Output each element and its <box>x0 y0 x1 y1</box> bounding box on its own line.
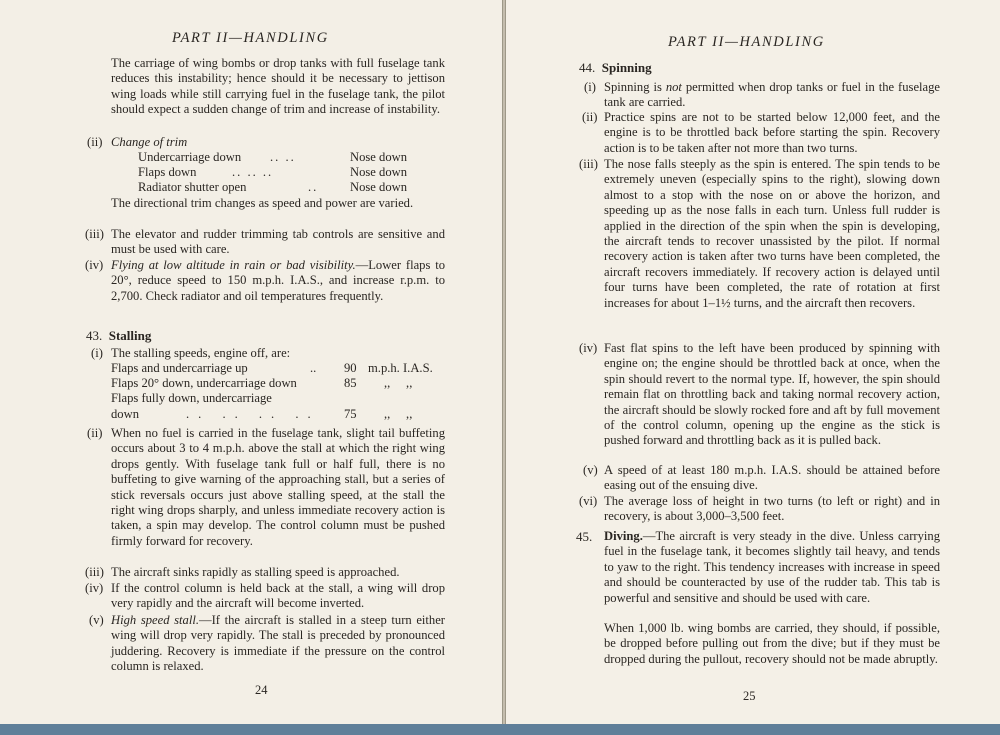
section-43-title: Stalling <box>108 328 152 343</box>
s44-v-label: (v) <box>583 463 598 477</box>
s43-iii-label: (iii) <box>85 565 104 579</box>
right-running-header: PART II—HANDLING <box>668 34 825 50</box>
stall-row-dots: .. <box>310 361 317 375</box>
stall-row-speed: 75 <box>344 407 357 421</box>
s44-i-text-b: permitted when drop tanks or fuel in the fuselage tank are carried. <box>604 80 941 110</box>
s44-i-paragraph <box>604 80 940 111</box>
item-iv-paragraph <box>111 258 445 304</box>
item-iv-label: (iv) <box>85 258 104 272</box>
s44-vi-text: The average loss of height in two turns (to left or right) and in recovery, is about 3,000–3,500 feet. <box>604 494 940 524</box>
s44-v-text: A speed of at least 180 m.p.h. I.A.S. should be attained before easing out of the ensuing dive. <box>604 463 940 493</box>
s43-i-label: (i) <box>91 346 103 360</box>
s44-i-text-a: Spinning is <box>604 80 666 94</box>
left-page-number: 24 <box>255 683 268 697</box>
s44-vi-label: (vi) <box>579 494 598 508</box>
s44-iv-text: Fast flat spins to the left have been produced by spinning with engine on; the engine should be throttled back at once, when the spin should revert to the normal type. If, however, the spin should remain flat on throttling back and taking normal recovery action, the aircraft should be slowly rocked fore and aft by full movement of the control column, opening up the engine as the stick is pushed forward and throttling back as it is pulled back. <box>604 341 940 448</box>
s43-v-title: High speed stall. <box>111 613 199 627</box>
s44-iii-label: (iii) <box>579 157 598 171</box>
right-page <box>506 0 1000 724</box>
s43-v-paragraph <box>111 613 445 675</box>
item-iii-label: (iii) <box>85 227 104 241</box>
trim-row-effect: Nose down <box>350 165 408 179</box>
left-page <box>0 0 503 724</box>
trim-row-dots: .. <box>308 180 319 194</box>
trim-row-effect: Nose down <box>350 180 408 194</box>
stall-row-condition: down <box>111 407 139 421</box>
item-iv-title: Flying at low altitude in rain or bad visibility. <box>111 258 356 272</box>
s43-i-intro: The stalling speeds, engine off, are: <box>111 346 291 360</box>
stall-row-speed: 90 <box>344 361 357 375</box>
intro-paragraph: The carriage of wing bombs or drop tanks with full fuselage tank reduces this instability; hence should it be necessary to jettison wing loads while still carrying fuel in the fuselage tank, the pilot should expect a sudden change of trim and increase of instability. <box>111 56 445 117</box>
s43-iv-text: If the control column is held back at the stall, a wing will drop very rapidly and the aircraft will become inverted. <box>111 581 445 611</box>
item-ii-label: (ii) <box>87 135 103 149</box>
trim-row-item: Radiator shutter open <box>138 180 247 194</box>
s45-paragraph-2: When 1,000 lb. wing bombs are carried, they should, if possible, be dropped before pulling out from the dive; but if they must be dropped during the pullout, recovery should not be made abruptly. <box>604 621 940 666</box>
s43-v-label: (v) <box>89 613 104 627</box>
section-44-number: 44. <box>579 60 596 75</box>
s43-iv-label: (iv) <box>85 581 104 595</box>
section-45-title: Diving. <box>604 529 643 543</box>
section-44-title: Spinning <box>601 60 652 75</box>
stall-row-unit: ,, ,, <box>384 376 413 390</box>
s44-ii-text: Practice spins are not to be started below 12,000 feet, and the engine is to be throttled back before starting the spin. Recovery action is to be taken after not more than two turns. <box>604 110 940 155</box>
stall-row-condition: Flaps fully down, undercarriage <box>111 391 272 405</box>
s44-ii-label: (ii) <box>582 110 598 124</box>
trim-row-item: Flaps down <box>138 165 197 179</box>
trim-row-dots: .. .. <box>270 150 296 164</box>
s43-ii-label: (ii) <box>87 426 103 440</box>
s43-ii-text: When no fuel is carried in the fuselage tank, slight tail buffeting occurs about 3 to 4 m.p.h. above the stall at which the right wing drops gently. With fuselage tank full or half full, there is no buffeting to give warning of the approaching stall, but a series of stick reversals occurs just above stalling speed, at the stall the right wing drops sharply, and unless immediate recovery action is taken, a spin may develop. The control column must be pushed firmly forward for recovery. <box>111 426 445 548</box>
stall-row-condition: Flaps 20° down, undercarriage down <box>111 376 297 390</box>
stall-row-unit: m.p.h. I.A.S. <box>368 361 433 375</box>
stall-row-dots: .. .. .. .. <box>186 407 320 421</box>
trim-row-item: Undercarriage down <box>138 150 242 164</box>
left-running-header: PART II—HANDLING <box>172 30 329 46</box>
s43-v-text: —If the aircraft is stalled in a steep turn either wing will drop very rapidly. The stall is preceded by pronounced juddering. Recovery is immediate if the pressure on the control column is relaxed. <box>111 613 445 674</box>
trim-row-dots: .. .. .. <box>232 165 274 179</box>
stall-row-unit: ,, ,, <box>384 407 413 421</box>
s45-paragraph <box>604 529 940 606</box>
item-iv-text: —Lower flaps to 20°, reduce speed to 150 m.p.h. I.A.S., and increase r.p.m. to 2,700. Check radiator and oil temperatures frequently. <box>111 258 445 303</box>
right-page-number: 25 <box>743 689 756 703</box>
s44-i-emphasis: not <box>665 80 682 94</box>
section-43-heading <box>86 328 151 343</box>
s43-iii-text: The aircraft sinks rapidly as stalling speed is approached. <box>111 565 400 579</box>
change-of-trim-title: Change of trim <box>111 135 188 149</box>
s44-iii-text: The nose falls steeply as the spin is entered. The spin tends to be extremely uneven (especially spins to the right), slowing down almost to a stop with the nose on or above the horizon, and speeding up as the nose falls in each turn. Unless full rudder is applied in the direction of the spin when the spin is developing, the aircraft tends to recover unassisted by the pilot. If normal recovery action is taken after two turns have been completed, the aircraft recovers immediately. If recovery action is delayed until four turns have been completed, the rate of rotation at first increases for about 1–1½ turns, and the aircraft then recovers. <box>604 157 940 310</box>
stall-row-speed: 85 <box>344 376 357 390</box>
trim-row-effect: Nose down <box>350 150 408 164</box>
trim-note: The directional trim changes as speed and power are varied. <box>111 196 414 210</box>
s44-iv-label: (iv) <box>579 341 598 355</box>
section-43-number: 43. <box>86 328 103 343</box>
section-45-number: 45. <box>576 529 593 544</box>
s45-text: —The aircraft is very steady in the dive. Unless carrying fuel in the fuselage tank, it becomes slightly tail heavy, and tends to yaw to the right. This tendency increases with increase in speed and should be counteracted by use of the rudder tab. This tab is powerful and sensitive and should be used with care. <box>604 529 940 605</box>
section-44-heading <box>579 60 652 75</box>
book-cover-edge <box>0 724 1000 735</box>
item-iii-text: The elevator and rudder trimming tab controls are sensitive and must be used with care. <box>111 227 445 257</box>
stall-row-condition: Flaps and undercarriage up <box>111 361 248 375</box>
s44-i-label: (i) <box>584 80 596 94</box>
